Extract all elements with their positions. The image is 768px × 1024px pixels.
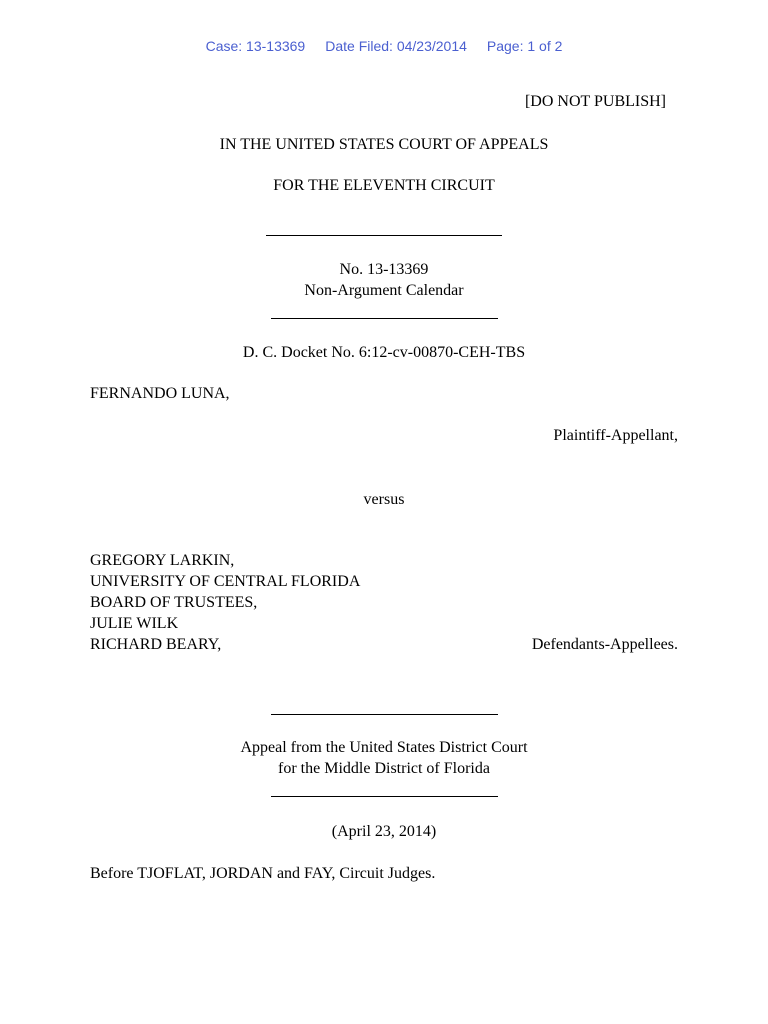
calendar-type: Non-Argument Calendar: [304, 282, 464, 299]
defendant-line: UNIVERSITY OF CENTRAL FLORIDA: [90, 573, 361, 590]
appeal-district: for the Middle District of Florida: [278, 760, 490, 777]
stamp-case: Case: 13-13369: [205, 38, 306, 54]
plaintiff-name: FERNANDO LUNA,: [90, 385, 230, 402]
stamp-date-filed: Date Filed: 04/23/2014: [325, 38, 467, 54]
defendant-line: RICHARD BEARY,: [90, 636, 222, 653]
separator-rule-1: [266, 235, 502, 236]
panel-judges: Before TJOFLAT, JORDAN and FAY, Circuit Judges.: [90, 865, 436, 882]
stamp-page: Page: 1 of 2: [486, 38, 563, 54]
case-number: No. 13-13369: [339, 261, 429, 278]
docket-number: D. C. Docket No. 6:12-cv-00870-CEH-TBS: [242, 344, 526, 361]
plaintiff-role: Plaintiff-Appellant,: [553, 427, 678, 444]
publish-note: [DO NOT PUBLISH]: [524, 93, 666, 110]
appeal-source: Appeal from the United States District Court: [240, 739, 528, 756]
defendant-line: JULIE WILK: [90, 615, 179, 632]
defendants-role: Defendants-Appellees.: [531, 636, 678, 653]
decision-date: (April 23, 2014): [331, 823, 437, 840]
separator-rule-2: [271, 318, 498, 319]
separator-rule-3: [271, 714, 498, 715]
versus-label: versus: [363, 491, 405, 508]
defendant-line: GREGORY LARKIN,: [90, 552, 235, 569]
defendant-line: BOARD OF TRUSTEES,: [90, 594, 258, 611]
filing-stamp: [0, 38, 768, 54]
court-name: IN THE UNITED STATES COURT OF APPEALS: [219, 136, 549, 153]
separator-rule-4: [271, 796, 498, 797]
circuit-name: FOR THE ELEVENTH CIRCUIT: [273, 177, 495, 194]
